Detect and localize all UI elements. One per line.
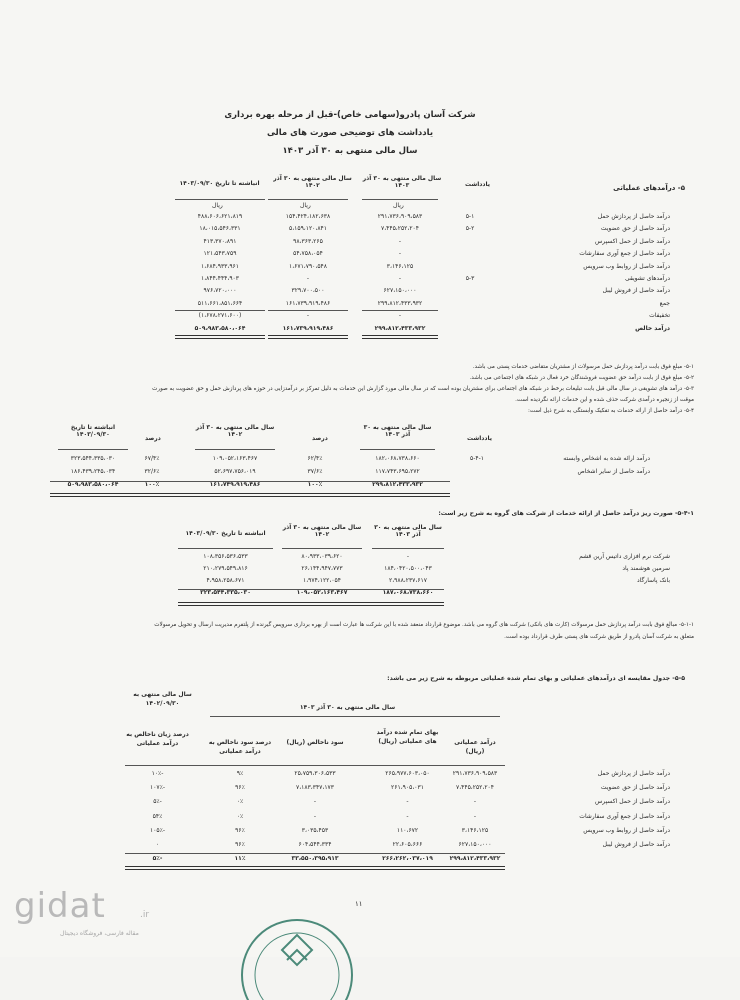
table-cell: ۱۰۹،۰۵۲،۱۶۳،۴۶۷ <box>296 589 348 596</box>
rule-line <box>360 449 435 450</box>
rule-line <box>178 589 444 590</box>
watermark-tld: .ir <box>140 910 150 920</box>
table-cell: ۱،۹۷۴،۱۲۲،۰۵۴ <box>302 577 342 584</box>
seal-stamp <box>222 910 372 1000</box>
table-cell: ۵۲،۶۹۷،۷۵۶،۰۱۹ <box>214 468 256 475</box>
total-underline <box>268 335 348 339</box>
table-row-note: ۵-۲ <box>465 225 475 233</box>
total-underline <box>178 602 444 606</box>
column-header: سال مالی منتهی به ۳۰ آذر ۱۴۰۳ <box>362 175 442 189</box>
rule-line <box>372 548 444 549</box>
column-header-note: یادداشت <box>465 181 490 188</box>
table-cell: - <box>398 250 402 258</box>
section-title: ۵-۴-۱- صورت ریز درآمد حاصل از ارائه خدمات از شرکت های گروه به شرح زیر است: <box>438 510 694 517</box>
table-cell: ۱۰۰٪ <box>307 481 323 488</box>
table-cell: - <box>313 798 317 806</box>
table-cell: -۱۰۷٪ <box>149 784 166 792</box>
section-title: ۵-۵- جدول مقایسه ای درآمدهای عملیاتی و بهای تمام شده عملیاتی مربوطه به شرح زیر می باشد: <box>387 675 685 682</box>
table-cell: - <box>406 798 409 806</box>
table-cell: ۲۶۶،۲۶۲،۰۳۷،۰۱۹ <box>382 855 433 863</box>
table-row-label: درآمد حاصل از فروش لیبل <box>602 841 670 848</box>
table-cell: ۴۱۳،۳۷۰،۸۹۱ <box>203 237 237 245</box>
column-header: انباشته تا تاریخ ۱۴۰۳/۰۹/۳۰ <box>179 180 260 187</box>
table-cell: ۲۲،۶۰۵،۶۶۶ <box>392 841 423 848</box>
table-cell: - <box>406 812 409 820</box>
table-cell: ۰٪ <box>236 798 244 806</box>
column-header: انباشته تا تاریخ ۱۴۰۳/۰۹/۳۰ <box>185 530 266 537</box>
table-cell: ۳۷/۶٪ <box>307 468 323 475</box>
table-cell: ۱۸،۰۱۵،۵۴۶،۳۳۱ <box>199 225 241 233</box>
page-number: ۱۱ <box>355 900 363 908</box>
table-row-label: درآمد حاصل از جمع آوری سفارشات <box>579 812 670 820</box>
table-row-label: بانک پاسارگاد <box>636 577 670 584</box>
table-cell: ۲۹۹،۸۱۲،۴۳۳،۹۳۲ <box>377 299 423 307</box>
table-cell: ۱۰۹،۰۵۲،۱۶۳،۴۶۷ <box>212 455 258 462</box>
column-header: انباشته تا تاریخ ۱۴۰۳/۰۹/۳۰ <box>70 424 116 438</box>
table-row-label: درآمد ارائه شده به اشخاص وابسته <box>563 455 650 462</box>
table-cell: -۵٪ <box>152 855 163 863</box>
table-cell: ۱۱۰،۶۷۲ <box>396 826 419 834</box>
table-row-label: درآمد حاصل از فروش لیبل <box>602 287 670 295</box>
unit-label: ریال <box>393 202 404 209</box>
table-row-label: جمع <box>659 299 670 307</box>
table-cell: - <box>306 312 310 320</box>
table-row-label: تخفیفات <box>649 312 670 320</box>
table-cell: - <box>306 275 310 282</box>
column-header: سود ناخالص (ریال) <box>286 739 344 746</box>
table-cell: ۷،۴۴۵،۲۵۲،۲۰۴ <box>380 225 420 233</box>
table-cell: ۲۹۹،۸۱۲،۴۳۳،۹۳۲ <box>372 481 423 488</box>
table-cell: ۳۲/۶٪ <box>144 468 160 475</box>
table-cell: ۶۲۷،۱۵۰،۰۰۰ <box>458 841 492 848</box>
column-group-header: سال مالی منتهی به ۳۰ آذر ۱۴۰۳ <box>299 704 396 711</box>
table-cell: ۶۷/۴٪ <box>144 455 160 462</box>
section-title: ۵- درآمدهای عملیاتی <box>613 184 685 192</box>
table-cell: ۱۱٪ <box>234 855 246 863</box>
total-underline <box>362 335 438 339</box>
table-cell: - <box>398 275 402 282</box>
watermark-tagline: مقاله فارسی، فروشگاه دیجیتال <box>60 930 139 937</box>
table-cell: ۵۰۹،۹۸۳،۵۸۰،۰۶۴ <box>194 324 246 332</box>
table-cell: - <box>473 798 477 806</box>
table-cell: ۳،۱۴۶،۱۲۵ <box>386 262 414 270</box>
table-cell: ۰ <box>155 841 160 848</box>
note-paragraph: ۵-۴- درآمد حاصل از ارائه خدمات به تفکیک وابستگی به شرح ذیل است: <box>527 408 694 414</box>
table-cell: - <box>398 237 402 245</box>
note-paragraph: ۵-۲- مبلغ فوق از بابت درآمد حق عضویت فروشندگان خرد فعال در شبکه های اجتماعی می باشد. <box>469 375 694 381</box>
table-cell: ۹۶٪ <box>235 826 245 834</box>
table-cell: ۵۴،۷۵۸،۰۵۴ <box>293 250 323 258</box>
table-cell: ۲۶،۱۴۴،۹۴۷،۷۷۳ <box>301 565 343 572</box>
table-cell: ۲۱۰،۲۷۹،۵۴۹،۸۱۶ <box>203 565 248 572</box>
table-cell: ۲،۹۸۸،۲۳۷،۶۱۷ <box>388 577 428 584</box>
table-row-note: ۵-۳ <box>465 275 475 282</box>
table-cell: ۱۸۲،۰۶۸،۷۳۸،۶۶۰ <box>375 455 420 462</box>
table-cell: ۱۲۱،۵۴۳،۷۵۹ <box>203 250 237 258</box>
column-header: درصد <box>312 435 328 442</box>
table-cell: ۳،۰۳۵،۴۵۳ <box>301 826 329 834</box>
table-cell: ۲۹۹،۸۱۲،۴۳۳،۹۳۲ <box>449 855 501 863</box>
company-title: شرکت آسان پادرو(سهامی خاص)-قبل از مرحله بهره برداری <box>224 110 476 120</box>
table-cell: - <box>398 312 402 320</box>
column-header-note: یادداشت <box>467 435 492 442</box>
table-cell: ۱۸۶،۴۳۹،۲۴۵،۰۳۴ <box>70 468 116 475</box>
table-row-label: درآمد حاصل از پردازش حمل <box>597 213 670 220</box>
table-cell: ۱۱۷،۷۴۳،۶۹۵،۲۷۲ <box>375 468 420 475</box>
table-cell: ۹۶٪ <box>235 841 245 848</box>
table-row-note: ۵-۴-۱ <box>470 455 484 462</box>
table-row-label: درآمد خالص <box>635 324 670 332</box>
table-cell: ۲۹۱،۷۳۶،۹۰۹،۵۸۳ <box>377 213 423 220</box>
note-paragraph: ۵-۳- درآمد های تشویقی در سال مالی قبل بابت تبلیغات برخط در شبکه های اجتماعی برای مشتریان بوده است که در سال مالی مورد گزارش این خدمات به دلیل تمرکز بر درآمدزایی در حوزه های پردازش حمل و حق عضویت به صورت <box>152 386 694 392</box>
note-paragraph: متعلق به شرکت آسان پادرو از طریق شرکت های پستی طرف قرارداد بوده است. <box>504 634 694 640</box>
table-cell: ۱،۶۸۴،۹۳۳،۹۶۱ <box>200 262 240 270</box>
column-header: درصد سود ناخالص به درآمد عملیاتی <box>208 739 272 755</box>
table-cell: -۱۰٪ <box>151 770 164 777</box>
column-header: سال مالی منتهی به ۳۰ آذر ۱۴۰۳ <box>363 424 432 438</box>
table-row-label: درآمد حاصل از جمع آوری سفارشات <box>579 250 670 258</box>
rule-line <box>50 481 450 482</box>
table-row-label: سرمین هوشمند پاد <box>622 565 670 572</box>
table-row-label: درآمد حاصل از حمل اکسپرس <box>594 237 670 245</box>
table-cell: ۱،۸۴۴،۴۴۴،۹۰۳ <box>200 275 240 282</box>
table-cell: (۱،۶۷۸،۲۷۱،۶۰۰) <box>198 312 242 320</box>
table-cell: ۶۰۴،۵۴۴،۳۳۴ <box>298 841 332 848</box>
table-cell: ۹٪ <box>236 770 244 777</box>
table-row-label: درآمد حاصل از حق عضویت <box>600 784 670 792</box>
table-cell: ۶۲/۴٪ <box>307 455 323 462</box>
table-row-label: درآمد حاصل از حق عضویت <box>600 225 670 233</box>
column-header: سال مالی منتهی به ۳۰ آذر ۱۴۰۳ <box>374 524 442 538</box>
table-cell: ۹۶٪ <box>235 784 245 792</box>
table-cell: ۲۶۵،۹۷۷،۶۰۳،۰۵۰ <box>385 770 430 777</box>
table-cell: ۱،۶۷۱،۷۹۰،۵۴۸ <box>288 262 328 270</box>
table-row-label: درآمد حاصل از روابط وب سرویس <box>583 262 670 270</box>
total-underline <box>50 493 450 497</box>
column-header: درصد زیان ناخالص به درآمد عملیاتی <box>126 731 189 747</box>
column-header: سال مالی منتهی به ۳۰ آذر ۱۴۰۲ <box>273 175 352 189</box>
total-underline <box>175 335 265 339</box>
table-cell: ۷،۱۸۳،۳۴۷،۱۷۳ <box>295 784 335 792</box>
table-row-label: شرکت نرم افزاری داتیس آرین قشم <box>579 553 670 560</box>
table-row-label: درآمد حاصل از روابط وب سرویس <box>583 826 670 834</box>
table-cell: ۳۲۹،۷۰۰،۵۰۰ <box>291 287 325 295</box>
table-cell: ۱۶۱،۷۳۹،۹۱۹،۴۸۶ <box>285 299 331 307</box>
table-row-note: ۵-۱ <box>465 213 475 220</box>
table-cell: ۳۲۳،۵۴۴،۳۳۵،۰۳۰ <box>70 455 116 462</box>
table-cell: ۵۰۹،۹۸۳،۵۸۰،۰۶۴ <box>67 481 119 488</box>
table-cell: ۹۸،۳۶۳،۲۶۵ <box>293 237 323 245</box>
table-row-label: درآمد حاصل از حمل اکسپرس <box>594 798 670 806</box>
table-cell: ۱۰۰٪ <box>144 481 160 488</box>
table-cell: ۵۴٪ <box>152 812 163 820</box>
table-cell: ۲۶۱،۹۰۵،۰۳۱ <box>391 784 424 792</box>
rule-line <box>125 853 505 854</box>
table-cell: ۵۱۱،۶۶۱،۸۵۱،۶۶۴ <box>197 299 243 307</box>
unit-label: ریال <box>212 202 223 209</box>
table-cell: ۱۶۱،۷۴۹،۹۱۹،۴۸۶ <box>209 481 261 488</box>
total-underline <box>125 866 505 870</box>
table-cell: ۱۰۸،۳۵۶،۵۳۶،۵۳۳ <box>203 553 248 560</box>
table-cell: ۱۸۷،۰۶۸،۷۳۸،۶۶۰ <box>382 589 434 596</box>
table-cell: ۱۶۱،۷۳۹،۹۱۹،۴۸۶ <box>282 324 334 332</box>
table-row-label: درآمد حاصل از سایر اشخاص <box>577 468 650 475</box>
table-cell: ۱۸۴،۰۴۲۰،۵۰۰،۰۴۳ <box>384 565 432 572</box>
watermark-logo: gidat <box>14 886 106 926</box>
table-row-label: درآمدهای تشویقی <box>624 275 670 282</box>
table-cell: ۴،۹۵۸،۲۵۸،۶۷۱ <box>206 577 245 584</box>
table-cell: ۶۲۷،۱۵۰،۰۰۰ <box>383 287 417 295</box>
rule-line <box>282 548 362 549</box>
rule-line <box>125 765 505 766</box>
rule-line <box>268 310 348 311</box>
table-cell: - <box>473 812 477 820</box>
column-group-header: سال مالی منتهی به ۱۴۰۲/۰۹/۳۰ <box>133 691 192 707</box>
rule-line <box>195 449 275 450</box>
table-cell: ۲۵،۷۵۹،۳۰۶،۵۳۳ <box>294 770 336 777</box>
table-cell: -۵٪ <box>153 798 162 806</box>
column-header: سال مالی منتهی به ۳۰ آذر ۱۴۰۲ <box>282 524 362 538</box>
table-cell: ۰٪ <box>236 812 244 820</box>
rule-line <box>175 310 265 311</box>
table-cell: -۱۰۵٪ <box>149 826 166 834</box>
column-header: سال مالی منتهی به ۳۰ آذر ۱۴۰۲ <box>195 424 275 438</box>
rule-line <box>362 310 438 311</box>
period-title: سال مالی منتهی به ۳۰ آذر ۱۴۰۳ <box>282 146 418 156</box>
note-paragraph: ۵-۱-۱- مبالغ فوق بابت درآمد پردازش حمل مرسولات (کارت های بانکی) شرکت های گروه می باشد. موضوع قرارداد منعقد شده با این شرکت ها عبارت است از بهره برداری سرویس گیرنده از پلتفرم مدیریت ارسال و تحویل مرسولات <box>154 622 694 628</box>
table-row-label: درآمد حاصل از پردازش حمل <box>597 770 670 777</box>
table-cell: ۷،۴۴۵،۲۵۲،۲۰۴ <box>455 784 495 792</box>
table-cell: ۲۹۹،۸۱۲،۴۳۳،۹۳۲ <box>374 324 426 332</box>
table-cell: ۱۵۴،۴۲۴،۱۸۲،۶۳۸ <box>285 213 331 220</box>
rule-line <box>178 548 273 549</box>
unit-label: ریال <box>300 202 311 209</box>
table-cell: ۹۷۶،۷۲۰،۰۰۰ <box>203 287 237 295</box>
column-header: درآمد عملیاتی (ریال) <box>454 739 496 755</box>
table-cell: ۳،۱۴۶،۱۲۵ <box>461 826 489 834</box>
table-cell: ۸۰،۹۳۳،۰۳۹،۶۲۰ <box>301 553 343 560</box>
note-paragraph: موقت از زنجیره درآمدی شرکت حذف شده و این خدمات ارائه نگردیده است. <box>515 397 694 403</box>
table-cell: ۳۳،۵۵۰،۳۹۵،۹۱۳ <box>291 855 339 863</box>
table-cell: - <box>313 812 317 820</box>
note-paragraph: ۵-۱- مبلغ فوق بابت درآمد پردازش حمل مرسولات از مشتریان متقاضی خدمات پستی می باشد. <box>472 364 694 370</box>
table-cell: ۵،۱۵۹،۱۲۰،۸۴۱ <box>288 225 328 233</box>
document-subtitle: یادداشت های توضیحی صورت های مالی <box>266 128 434 138</box>
table-cell: ۳۲۳،۵۴۴،۳۳۵،۰۳۰ <box>200 589 251 596</box>
table-cell: ۲۹۱،۷۳۶،۹۰۹،۵۸۳ <box>452 770 498 777</box>
table-cell: ۴۸۸،۶۰۶،۶۲۱،۸۱۹ <box>197 213 243 220</box>
table-cell: - <box>406 553 410 560</box>
rule-line <box>58 449 128 450</box>
column-header: بهای تمام شده درآمد های عملیاتی (ریال) <box>376 729 439 745</box>
column-header: درصد <box>145 435 161 442</box>
